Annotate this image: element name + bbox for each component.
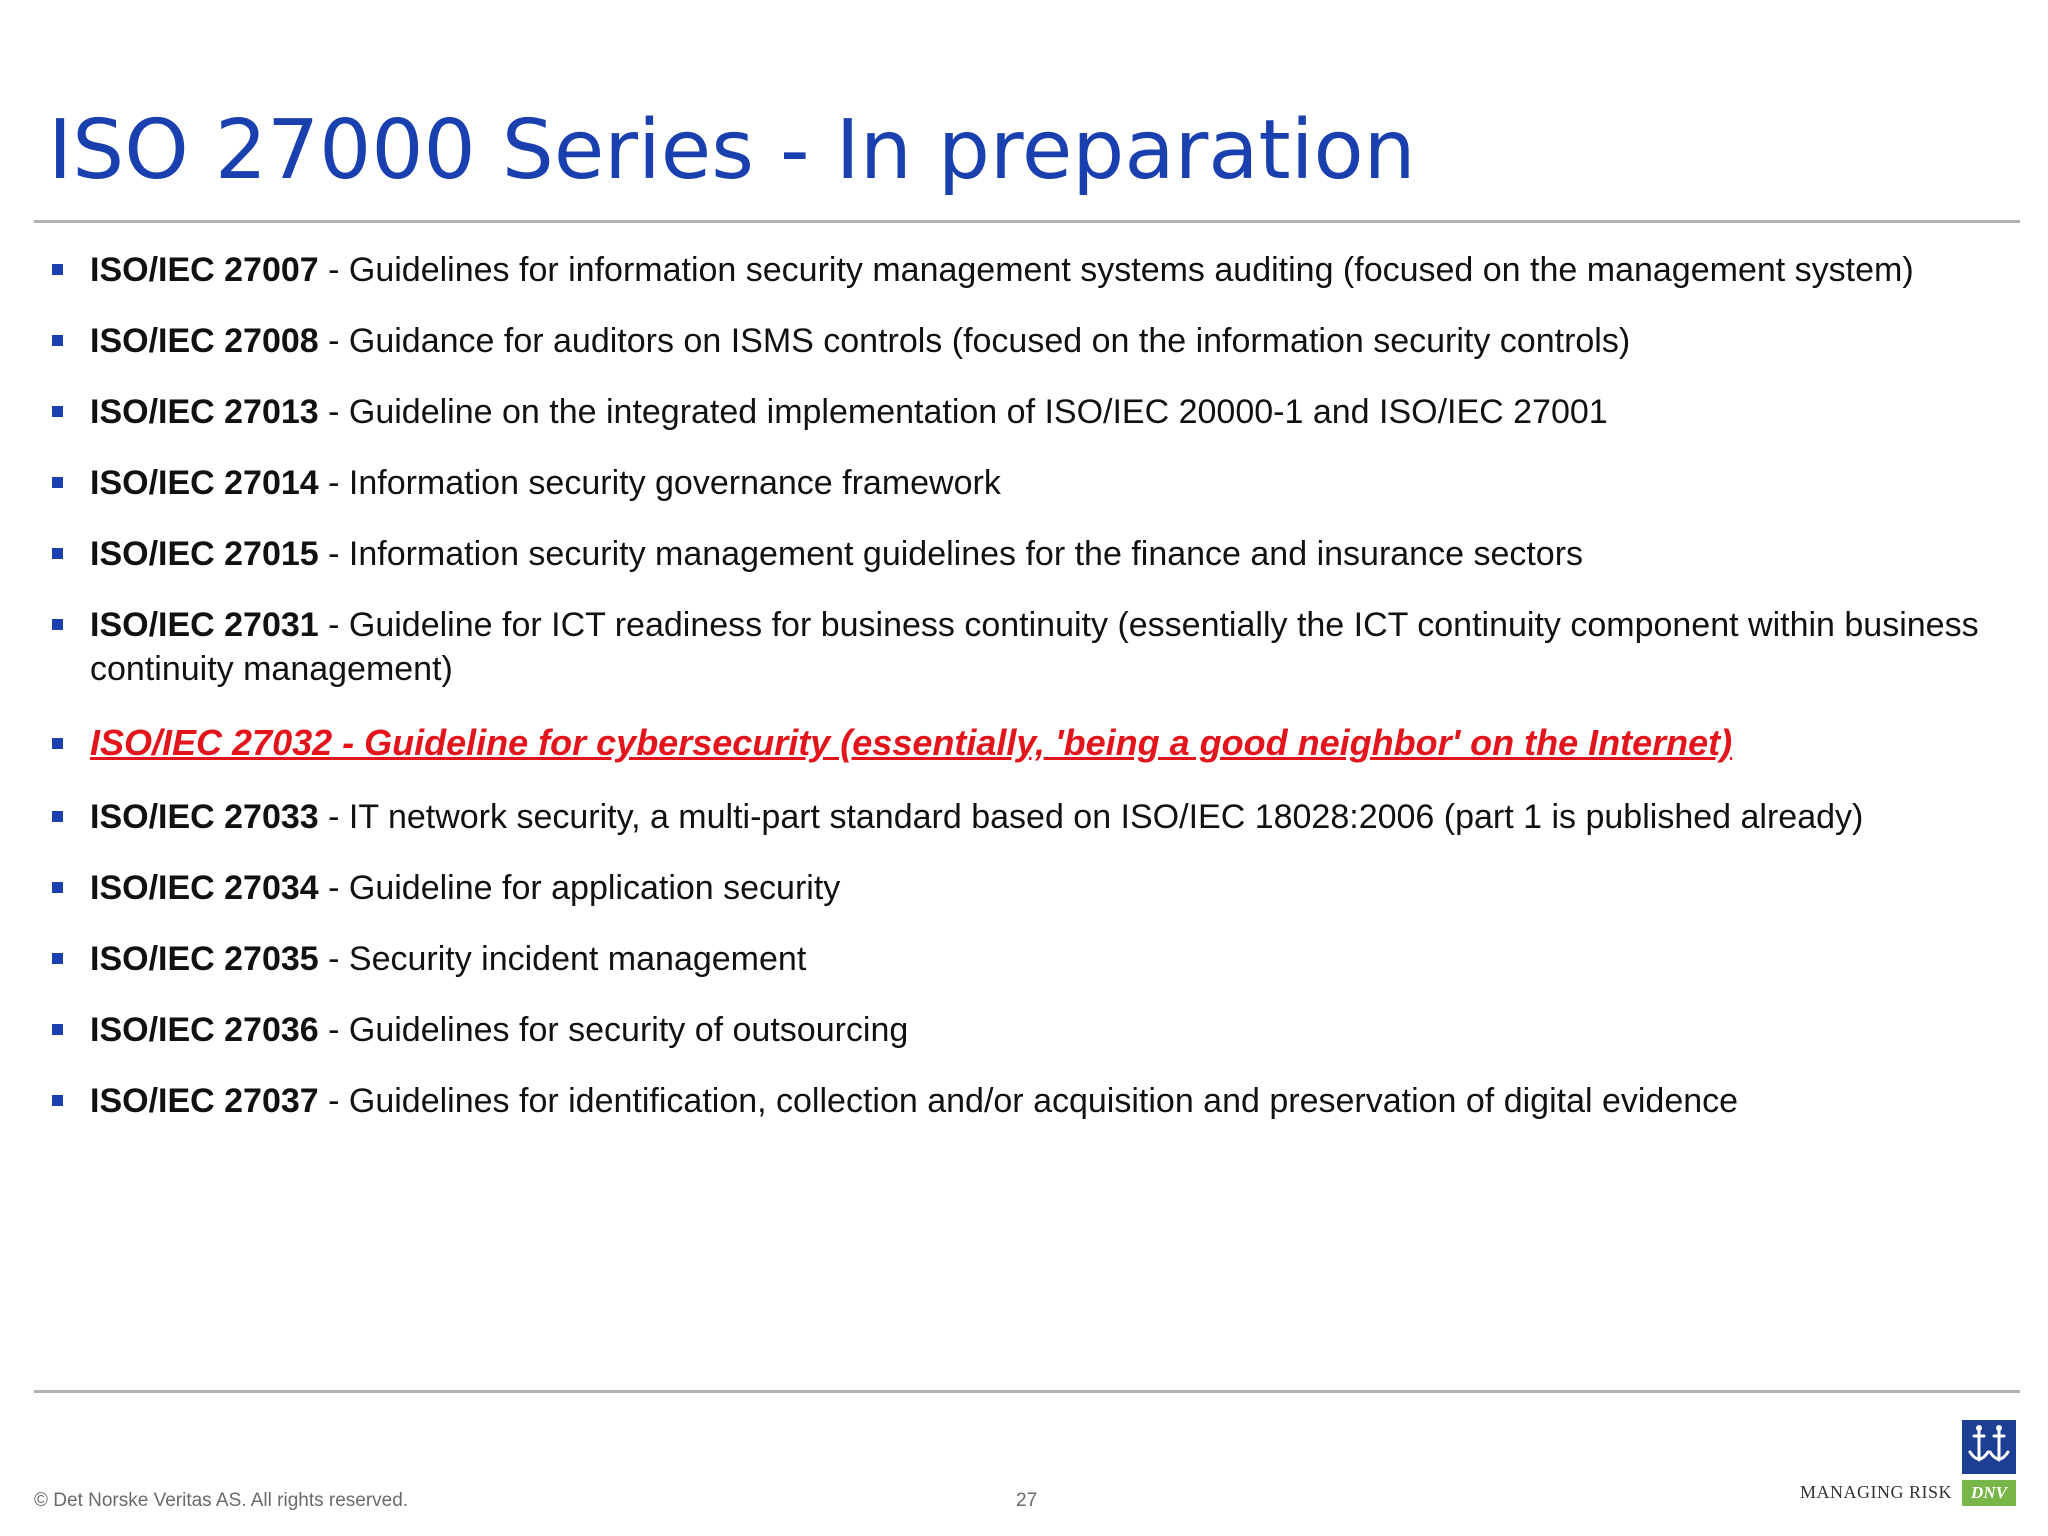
standards-list xyxy=(48,248,2008,1150)
standard-code: ISO/IEC 27031 xyxy=(90,606,319,644)
standard-code: ISO/IEC 27013 xyxy=(90,393,319,431)
standard-code: ISO/IEC 27014 xyxy=(90,464,319,502)
list-item xyxy=(48,1008,2008,1052)
bullet-square-icon xyxy=(52,811,63,822)
list-item xyxy=(48,461,2008,505)
standard-description: - Guideline on the integrated implementation of ISO/IEC 20000-1 and ISO/IEC 27001 xyxy=(318,393,1608,431)
copyright-notice: © Det Norske Veritas AS. All rights reserved. xyxy=(34,1490,409,1511)
bullet-square-icon xyxy=(52,738,63,749)
list-item xyxy=(48,532,2008,576)
standard-code: ISO/IEC 27008 xyxy=(90,322,319,360)
bullet-square-icon xyxy=(52,477,63,488)
slide-title: ISO 27000 Series - In preparation xyxy=(48,103,1416,198)
footer-divider xyxy=(34,1390,2020,1393)
standard-description: - Guidelines for security of outsourcing xyxy=(318,1011,909,1049)
list-item xyxy=(48,319,2008,363)
standard-code: ISO/IEC 27037 xyxy=(90,1082,319,1120)
standard-code: ISO/IEC 27015 xyxy=(90,535,319,573)
list-item xyxy=(48,603,2008,691)
bullet-square-icon xyxy=(52,335,63,346)
standard-code: ISO/IEC 27034 xyxy=(90,869,319,907)
list-item xyxy=(48,795,2008,839)
standard-code: ISO/IEC 27007 xyxy=(90,251,319,289)
bullet-square-icon xyxy=(52,1095,63,1106)
bullet-square-icon xyxy=(52,406,63,417)
bullet-square-icon xyxy=(52,619,63,630)
list-item xyxy=(48,937,2008,981)
standard-description: - Security incident management xyxy=(318,940,807,978)
standard-code: ISO/IEC 27033 xyxy=(90,798,319,836)
standard-description: - Guidance for auditors on ISMS controls (focused on the information security controls) xyxy=(318,322,1631,360)
title-divider xyxy=(34,220,2020,223)
bullet-square-icon xyxy=(52,264,63,275)
standard-description: - Guidelines for information security management systems auditing (focused on the management system) xyxy=(318,251,1914,289)
standard-description: - Guideline for application security xyxy=(318,869,841,907)
standard-description: - IT network security, a multi-part standard based on ISO/IEC 18028:2006 (part 1 is published already) xyxy=(318,798,1864,836)
dnv-logo xyxy=(1962,1420,2016,1512)
tagline: MANAGING RISK xyxy=(1800,1482,1953,1502)
standard-description: - Information security governance framework xyxy=(318,464,1001,502)
list-item xyxy=(48,248,2008,292)
standard-code: ISO/IEC 27035 xyxy=(90,940,319,978)
standard-code: ISO/IEC 27032 xyxy=(90,722,333,763)
standard-description: - Guideline for ICT readiness for business continuity (essentially the ICT continuity component within business continuity management) xyxy=(90,606,1979,688)
bullet-square-icon xyxy=(52,953,63,964)
list-item xyxy=(48,866,2008,910)
standard-description: - Guidelines for identification, collection and/or acquisition and preservation of digital evidence xyxy=(318,1082,1739,1120)
page-number: 27 xyxy=(1016,1490,1038,1511)
standard-code: ISO/IEC 27036 xyxy=(90,1011,319,1049)
bullet-square-icon xyxy=(52,1024,63,1035)
logo-wordmark: DNV xyxy=(1962,1480,2016,1506)
bullet-square-icon xyxy=(52,548,63,559)
standard-description: - Guideline for cybersecurity (essentially, 'being a good neighbor' on the Internet) xyxy=(332,722,1733,763)
list-item xyxy=(48,390,2008,434)
anchor-emblem-icon xyxy=(1962,1420,2016,1474)
bullet-square-icon xyxy=(52,882,63,893)
list-item-highlighted xyxy=(48,718,2008,768)
list-item xyxy=(48,1079,2008,1123)
standard-description: - Information security management guidelines for the finance and insurance sectors xyxy=(318,535,1584,573)
